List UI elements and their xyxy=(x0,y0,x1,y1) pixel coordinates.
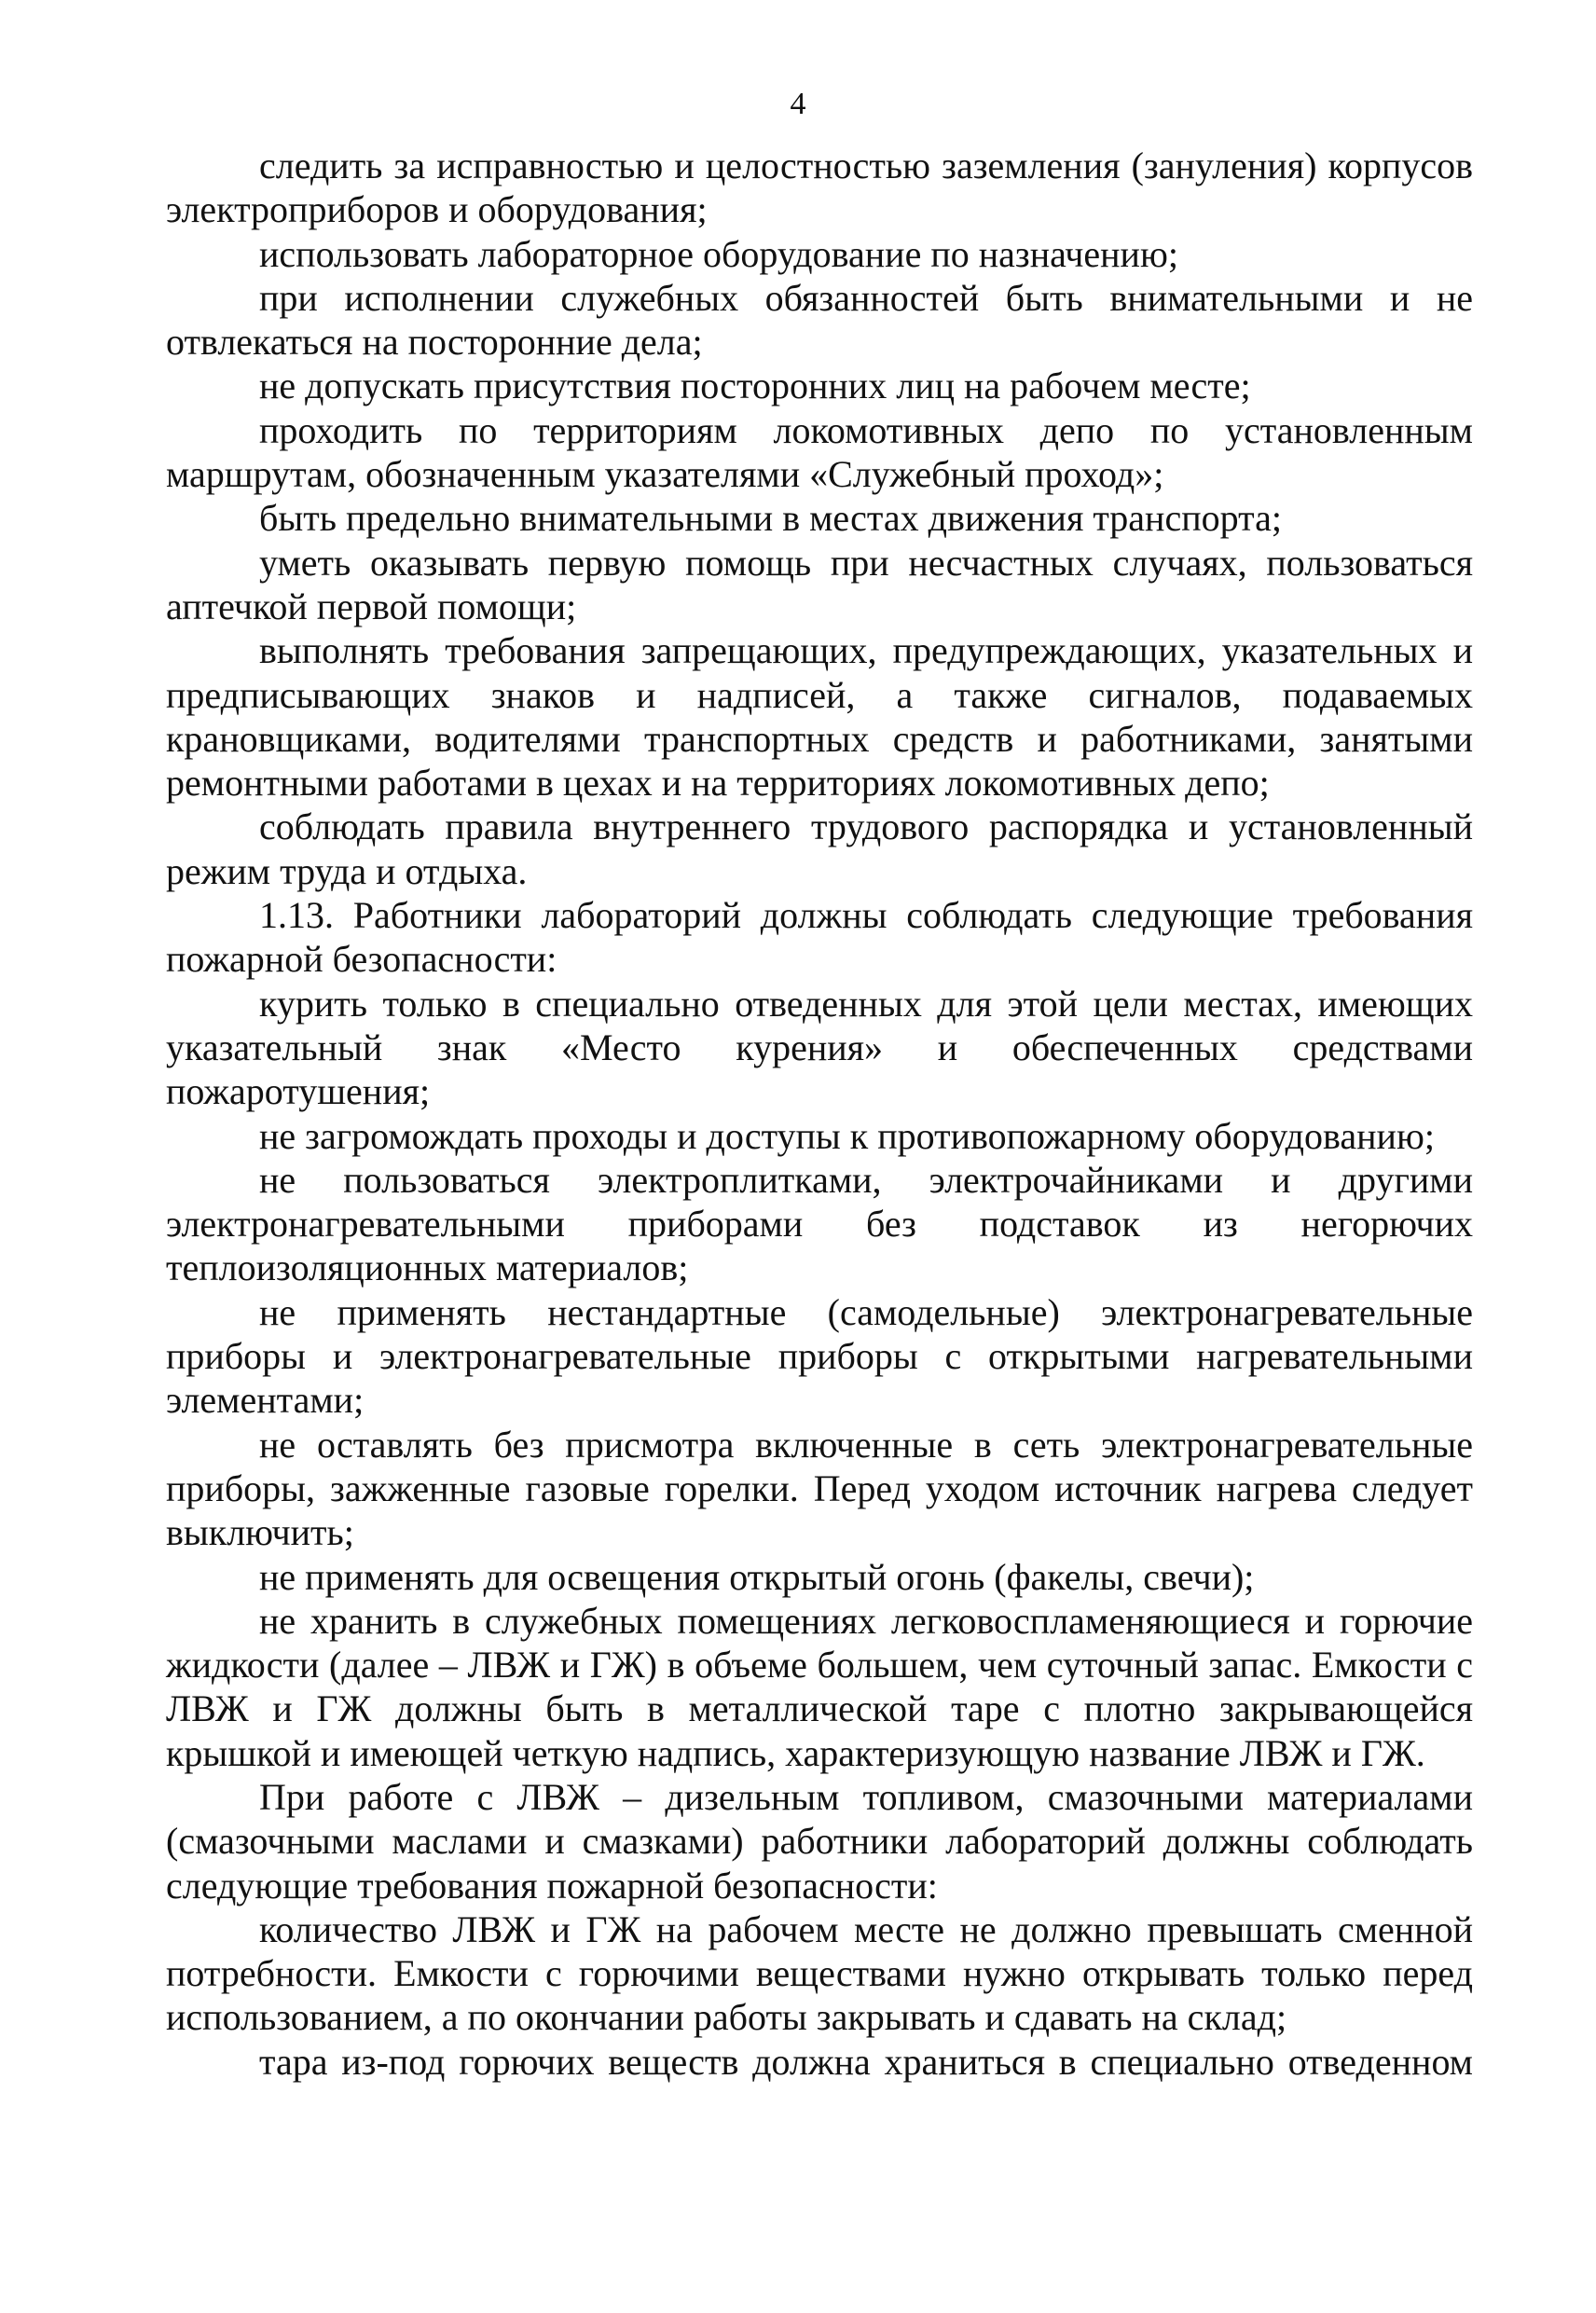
paragraph-outsiders: не допускать присутствия посторонних лиц на рабочем месте; xyxy=(259,365,1251,407)
paragraph-open-fire: не применять для освещения открытый огонь (факелы, свечи); xyxy=(259,1555,1255,1598)
paragraph-hotplates: не пользоваться электроплитками, электрочайниками и другими электронагревательными приборами без подставок из негорючих теплоизоляционных материалов; xyxy=(166,1158,1473,1289)
paragraph-container-storage: тара из-под горючих веществ должна храниться в специально отведенном xyxy=(259,2040,1473,2083)
paragraph-section-1-13: 1.13. Работники лабораторий должны соблюдать следующие требования пожарной безопасности: xyxy=(166,894,1473,981)
paragraph-work-regime: соблюдать правила внутреннего трудового распорядка и установленный режим труда и отдыха. xyxy=(166,805,1473,892)
paragraph-diesel-work: При работе с ЛВЖ – дизельным топливом, смазочными материалами (смазочными маслами и смазками) работники лабораторий должны соблюдать следующие требования пожарной безопасности: xyxy=(166,1775,1473,1907)
paragraph-equipment-use: использовать лабораторное оборудование по назначению; xyxy=(259,232,1178,275)
paragraph-grounding: следить за исправностью и целостностью заземления (зануления) корпусов электроприборов и оборудования; xyxy=(166,145,1473,231)
paragraph-signs: выполнять требования запрещающих, предупреждающих, указательных и предписывающих знаков и надписей, а также сигналов, подаваемых крановщиками, водителями транспортных средств и работниками, занятыми ремонтными работами в цехах и на территориях локомотивных депо; xyxy=(166,629,1473,805)
paragraph-flammable-storage: не хранить в служебных помещениях легковоспламеняющиеся и горючие жидкости (далее – ЛВЖ и ГЖ) в объеме большем, чем суточный запас. Емкости с ЛВЖ и ГЖ должны быть в металлической таре с плотно закрывающейся крышкой и имеющей четкую надпись, характеризующую название ЛВЖ и ГЖ. xyxy=(166,1599,1473,1774)
paragraph-first-aid: уметь оказывать первую помощь при несчастных случаях, пользоваться аптечкой первой помощи; xyxy=(166,541,1473,627)
page-number: 4 xyxy=(790,87,806,121)
paragraph-passages: не загромождать проходы и доступы к противопожарному оборудованию; xyxy=(259,1114,1435,1157)
document-body xyxy=(166,144,1473,2084)
paragraph-nonstandard-heaters: не применять нестандартные (самодельные) электронагревательные приборы и электронагревательные приборы с открытыми нагревательными элементами; xyxy=(166,1290,1473,1422)
paragraph-quantity-limit: количество ЛВЖ и ГЖ на рабочем месте не должно превышать сменной потребности. Емкости с горючими веществами нужно открывать только перед использованием, а по окончании работы закрывать и сдавать на склад; xyxy=(166,1907,1473,2039)
paragraph-routes: проходить по территориям локомотивных депо по установленным маршрутам, обозначенным указателями «Служебный проход»; xyxy=(166,408,1473,496)
paragraph-attentiveness: при исполнении служебных обязанностей быть внимательными и не отвлекаться на посторонние дела; xyxy=(166,276,1473,364)
paragraph-unattended-devices: не оставлять без присмотра включенные в сеть электронагревательные приборы, зажженные газовые горелки. Перед уходом источник нагрева следует выключить; xyxy=(166,1423,1473,1554)
paragraph-traffic: быть предельно внимательными в местах движения транспорта; xyxy=(259,497,1282,540)
paragraph-smoking: курить только в специально отведенных для этой цели местах, имеющих указательный знак «Место курения» и обеспеченных средствами пожаротушения; xyxy=(166,982,1473,1113)
